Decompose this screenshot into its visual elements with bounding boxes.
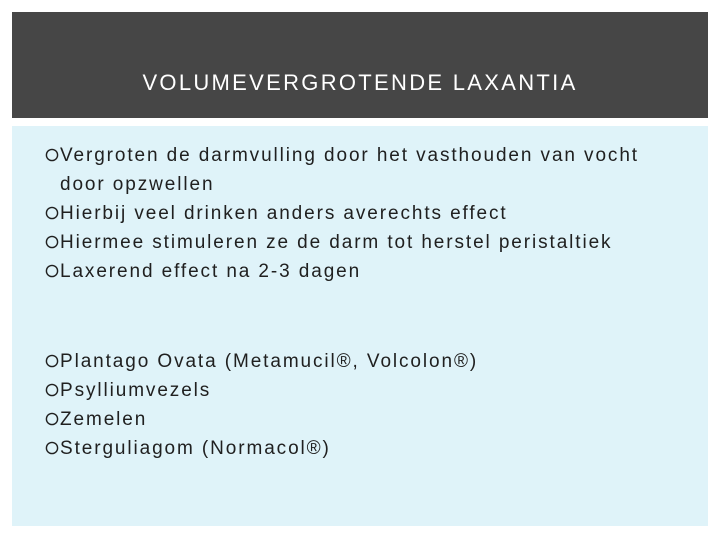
list-item bbox=[12, 376, 708, 405]
list-item bbox=[12, 257, 708, 286]
content-panel bbox=[12, 126, 708, 526]
list-item bbox=[12, 434, 708, 463]
slide-title: VOLUMEVERGROTENDE LAXANTIA bbox=[142, 70, 578, 95]
bullet-text: Hiermee stimuleren ze de darm tot herstel peristaltiek bbox=[60, 232, 613, 253]
list-item bbox=[12, 347, 708, 376]
bullet-text: Vergroten de darmvulling door het vasthouden van vocht door opzwellen bbox=[60, 145, 639, 195]
hollow-circle-icon bbox=[45, 206, 59, 220]
list-item bbox=[12, 405, 708, 434]
bullet-list-mechanism bbox=[12, 141, 708, 286]
bullet-text: Laxerend effect na 2-3 dagen bbox=[60, 261, 362, 282]
bullet-text: Hierbij veel drinken anders averechts effect bbox=[60, 203, 508, 224]
hollow-circle-icon bbox=[45, 148, 59, 162]
bullet-text: Sterguliagom (Normacol®) bbox=[60, 438, 331, 459]
bullet-text: Plantago Ovata (Metamucil®, Volcolon®) bbox=[60, 351, 479, 372]
hollow-circle-icon bbox=[45, 354, 59, 368]
bullet-list-products bbox=[12, 347, 708, 463]
hollow-circle-icon bbox=[45, 412, 59, 426]
list-item bbox=[12, 199, 708, 228]
title-bar bbox=[12, 12, 708, 118]
list-item bbox=[12, 141, 708, 199]
bullet-text: Zemelen bbox=[60, 409, 148, 430]
hollow-circle-icon bbox=[45, 383, 59, 397]
hollow-circle-icon bbox=[45, 441, 59, 455]
bullet-text: Psylliumvezels bbox=[60, 380, 212, 401]
hollow-circle-icon bbox=[45, 235, 59, 249]
hollow-circle-icon bbox=[45, 264, 59, 278]
list-item bbox=[12, 228, 708, 257]
